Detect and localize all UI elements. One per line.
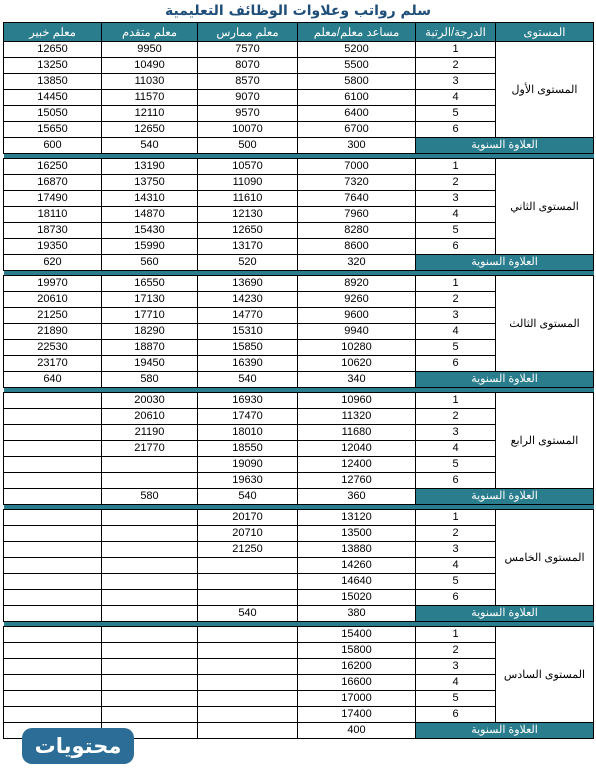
assistant-salary-cell: 17000 [298,691,416,707]
grade-cell: 5 [416,574,496,590]
practitioner-salary-cell [198,590,298,606]
advanced-salary-cell: 13190 [102,159,198,175]
assistant-salary-cell: 9260 [298,292,416,308]
expert-salary-cell [4,691,102,707]
expert-salary-cell: 15650 [4,122,102,138]
expert-salary-cell: 18110 [4,207,102,223]
expert-salary-cell [4,574,102,590]
assistant-allowance-cell: 380 [298,606,416,622]
practitioner-salary-cell [198,558,298,574]
grade-cell: 4 [416,558,496,574]
expert-salary-cell: 16250 [4,159,102,175]
assistant-salary-cell: 13120 [298,510,416,526]
advanced-salary-cell: 14870 [102,207,198,223]
expert-salary-cell: 13250 [4,58,102,74]
expert-salary-cell [4,558,102,574]
advanced-allowance-cell: 560 [102,255,198,271]
advanced-salary-cell [102,627,198,643]
table-row [4,276,594,292]
assistant-salary-cell: 12400 [298,457,416,473]
assistant-salary-cell: 8920 [298,276,416,292]
assistant-salary-cell: 17400 [298,707,416,723]
expert-salary-cell: 17490 [4,191,102,207]
header-grade: الدرجة/الرتبة [416,23,496,42]
practitioner-salary-cell [198,627,298,643]
advanced-salary-cell [102,590,198,606]
assistant-salary-cell: 11320 [298,409,416,425]
level-name: المستوى الرابع [496,393,594,489]
table-body [4,42,594,739]
advanced-allowance-cell: 540 [102,138,198,154]
grade-cell: 1 [416,510,496,526]
advanced-salary-cell [102,510,198,526]
practitioner-allowance-cell: 540 [198,489,298,505]
assistant-salary-cell: 13500 [298,526,416,542]
grade-cell: 1 [416,627,496,643]
practitioner-salary-cell: 19630 [198,473,298,489]
advanced-salary-cell [102,526,198,542]
advanced-salary-cell: 12110 [102,106,198,122]
assistant-salary-cell: 14640 [298,574,416,590]
advanced-allowance-cell: 580 [102,372,198,388]
practitioner-salary-cell: 20710 [198,526,298,542]
practitioner-allowance-cell: 540 [198,606,298,622]
expert-salary-cell [4,393,102,409]
practitioner-allowance-cell: 500 [198,138,298,154]
expert-salary-cell [4,441,102,457]
expert-salary-cell [4,675,102,691]
assistant-salary-cell: 15020 [298,590,416,606]
practitioner-salary-cell: 15310 [198,324,298,340]
expert-salary-cell: 19970 [4,276,102,292]
expert-salary-cell [4,510,102,526]
advanced-salary-cell [102,473,198,489]
assistant-salary-cell: 15800 [298,643,416,659]
grade-cell: 5 [416,106,496,122]
grade-cell: 5 [416,457,496,473]
grade-cell: 6 [416,239,496,255]
expert-salary-cell [4,590,102,606]
assistant-salary-cell: 7320 [298,175,416,191]
level-name: المستوى الثالث [496,276,594,372]
advanced-allowance-cell: 580 [102,489,198,505]
practitioner-salary-cell: 10070 [198,122,298,138]
grade-cell: 4 [416,90,496,106]
header-practitioner: معلم ممارس [198,23,298,42]
assistant-salary-cell: 5200 [298,42,416,58]
expert-allowance-cell [4,489,102,505]
expert-salary-cell: 23170 [4,356,102,372]
advanced-salary-cell: 17130 [102,292,198,308]
header-level: المستوى [496,23,594,42]
practitioner-salary-cell: 16390 [198,356,298,372]
practitioner-salary-cell: 13170 [198,239,298,255]
grade-cell: 6 [416,356,496,372]
assistant-salary-cell: 13880 [298,542,416,558]
practitioner-salary-cell: 21250 [198,542,298,558]
table-row [4,393,594,409]
expert-salary-cell: 19350 [4,239,102,255]
level-name: المستوى الثاني [496,159,594,255]
header-assistant: مساعد معلم/معلم [298,23,416,42]
advanced-salary-cell [102,558,198,574]
assistant-salary-cell: 6100 [298,90,416,106]
assistant-salary-cell: 10960 [298,393,416,409]
allowance-row [4,489,594,505]
advanced-salary-cell [102,643,198,659]
advanced-salary-cell: 20030 [102,393,198,409]
practitioner-salary-cell: 12650 [198,223,298,239]
expert-salary-cell [4,409,102,425]
grade-cell: 2 [416,409,496,425]
grade-cell: 6 [416,590,496,606]
expert-salary-cell [4,526,102,542]
assistant-salary-cell: 8600 [298,239,416,255]
assistant-salary-cell: 7640 [298,191,416,207]
practitioner-salary-cell: 8070 [198,58,298,74]
practitioner-salary-cell: 17470 [198,409,298,425]
assistant-allowance-cell: 300 [298,138,416,154]
advanced-salary-cell [102,675,198,691]
grade-cell: 4 [416,207,496,223]
allowance-label: العلاوة السنوية [416,606,594,622]
allowance-label: العلاوة السنوية [416,723,594,739]
allowance-row [4,138,594,154]
practitioner-salary-cell: 18550 [198,441,298,457]
grade-cell: 6 [416,122,496,138]
grade-cell: 5 [416,340,496,356]
allowance-label: العلاوة السنوية [416,255,594,271]
expert-salary-cell [4,457,102,473]
expert-salary-cell: 21250 [4,308,102,324]
grade-cell: 1 [416,42,496,58]
practitioner-allowance-cell [198,723,298,739]
assistant-salary-cell: 7000 [298,159,416,175]
grade-cell: 3 [416,659,496,675]
assistant-salary-cell: 6400 [298,106,416,122]
expert-salary-cell: 21890 [4,324,102,340]
grade-cell: 2 [416,643,496,659]
grade-cell: 3 [416,74,496,90]
practitioner-salary-cell: 9570 [198,106,298,122]
advanced-allowance-cell [102,606,198,622]
grade-cell: 2 [416,58,496,74]
assistant-salary-cell: 12760 [298,473,416,489]
grade-cell: 5 [416,691,496,707]
grade-cell: 2 [416,175,496,191]
grade-cell: 6 [416,707,496,723]
assistant-salary-cell: 9600 [298,308,416,324]
grade-cell: 1 [416,159,496,175]
advanced-salary-cell [102,542,198,558]
expert-allowance-cell: 640 [4,372,102,388]
practitioner-salary-cell: 7570 [198,42,298,58]
assistant-allowance-cell: 400 [298,723,416,739]
assistant-salary-cell: 14260 [298,558,416,574]
expert-salary-cell: 18730 [4,223,102,239]
expert-salary-cell [4,425,102,441]
expert-salary-cell: 22530 [4,340,102,356]
page-title: سلم رواتب وعلاوات الوظائف التعليمية [165,3,431,19]
assistant-salary-cell: 16600 [298,675,416,691]
advanced-salary-cell: 9950 [102,42,198,58]
grade-cell: 1 [416,393,496,409]
practitioner-salary-cell [198,643,298,659]
practitioner-salary-cell: 10570 [198,159,298,175]
practitioner-salary-cell: 11610 [198,191,298,207]
header-expert: معلم خبير [4,23,102,42]
advanced-salary-cell: 14310 [102,191,198,207]
assistant-salary-cell: 6700 [298,122,416,138]
assistant-salary-cell: 5500 [298,58,416,74]
grade-cell: 1 [416,276,496,292]
advanced-salary-cell [102,691,198,707]
advanced-salary-cell: 15430 [102,223,198,239]
expert-salary-cell: 20610 [4,292,102,308]
allowance-row [4,255,594,271]
grade-cell: 6 [416,473,496,489]
expert-salary-cell [4,627,102,643]
advanced-salary-cell: 13750 [102,175,198,191]
assistant-salary-cell: 10280 [298,340,416,356]
grade-cell: 4 [416,441,496,457]
table-row [4,42,594,58]
advanced-salary-cell: 15990 [102,239,198,255]
brand-logo: محتويات [22,728,134,764]
practitioner-salary-cell: 11090 [198,175,298,191]
advanced-salary-cell: 18870 [102,340,198,356]
practitioner-salary-cell: 18010 [198,425,298,441]
practitioner-salary-cell: 9070 [198,90,298,106]
assistant-salary-cell: 12040 [298,441,416,457]
expert-salary-cell: 13850 [4,74,102,90]
assistant-salary-cell: 7960 [298,207,416,223]
expert-salary-cell [4,659,102,675]
allowance-row [4,372,594,388]
advanced-salary-cell: 18290 [102,324,198,340]
grade-cell: 2 [416,526,496,542]
advanced-salary-cell: 21190 [102,425,198,441]
practitioner-salary-cell [198,691,298,707]
header-row [4,23,594,42]
table-row [4,159,594,175]
advanced-salary-cell: 10490 [102,58,198,74]
advanced-salary-cell: 21770 [102,441,198,457]
practitioner-salary-cell: 14230 [198,292,298,308]
advanced-salary-cell: 19450 [102,356,198,372]
practitioner-salary-cell: 8570 [198,74,298,90]
table-row [4,627,594,643]
advanced-salary-cell: 11570 [102,90,198,106]
expert-salary-cell [4,542,102,558]
allowance-label: العلاوة السنوية [416,489,594,505]
advanced-salary-cell [102,457,198,473]
practitioner-salary-cell: 19090 [198,457,298,473]
practitioner-salary-cell: 20170 [198,510,298,526]
grade-cell: 3 [416,308,496,324]
grade-cell: 5 [416,223,496,239]
grade-cell: 3 [416,425,496,441]
practitioner-salary-cell [198,707,298,723]
assistant-allowance-cell: 340 [298,372,416,388]
practitioner-salary-cell [198,574,298,590]
level-name: المستوى السادس [496,627,594,723]
allowance-label: العلاوة السنوية [416,372,594,388]
assistant-salary-cell: 8280 [298,223,416,239]
advanced-salary-cell: 11030 [102,74,198,90]
expert-salary-cell: 14450 [4,90,102,106]
expert-salary-cell [4,643,102,659]
level-name: المستوى الخامس [496,510,594,606]
practitioner-allowance-cell: 520 [198,255,298,271]
allowance-row [4,606,594,622]
expert-salary-cell: 12650 [4,42,102,58]
expert-allowance-cell: 620 [4,255,102,271]
grade-cell: 2 [416,292,496,308]
assistant-salary-cell: 9940 [298,324,416,340]
practitioner-salary-cell [198,659,298,675]
advanced-salary-cell: 20610 [102,409,198,425]
advanced-salary-cell [102,659,198,675]
assistant-salary-cell: 10620 [298,356,416,372]
expert-salary-cell [4,707,102,723]
assistant-salary-cell: 15400 [298,627,416,643]
advanced-salary-cell: 16550 [102,276,198,292]
assistant-allowance-cell: 360 [298,489,416,505]
expert-allowance-cell: 600 [4,138,102,154]
practitioner-salary-cell: 13690 [198,276,298,292]
practitioner-allowance-cell: 540 [198,372,298,388]
practitioner-salary-cell [198,675,298,691]
advanced-salary-cell [102,574,198,590]
expert-allowance-cell [4,606,102,622]
table-row [4,510,594,526]
expert-salary-cell: 15050 [4,106,102,122]
practitioner-salary-cell: 15850 [198,340,298,356]
allowance-label: العلاوة السنوية [416,138,594,154]
advanced-salary-cell: 17710 [102,308,198,324]
advanced-salary-cell [102,707,198,723]
assistant-salary-cell: 11680 [298,425,416,441]
assistant-salary-cell: 5800 [298,74,416,90]
level-name: المستوى الأول [496,42,594,138]
expert-salary-cell [4,473,102,489]
practitioner-salary-cell: 12130 [198,207,298,223]
assistant-allowance-cell: 320 [298,255,416,271]
grade-cell: 4 [416,675,496,691]
assistant-salary-cell: 16200 [298,659,416,675]
practitioner-salary-cell: 16930 [198,393,298,409]
expert-salary-cell: 16870 [4,175,102,191]
grade-cell: 3 [416,191,496,207]
salary-table [3,22,594,739]
header-advanced: معلم متقدم [102,23,198,42]
practitioner-salary-cell: 14770 [198,308,298,324]
advanced-salary-cell: 12650 [102,122,198,138]
grade-cell: 3 [416,542,496,558]
grade-cell: 4 [416,324,496,340]
